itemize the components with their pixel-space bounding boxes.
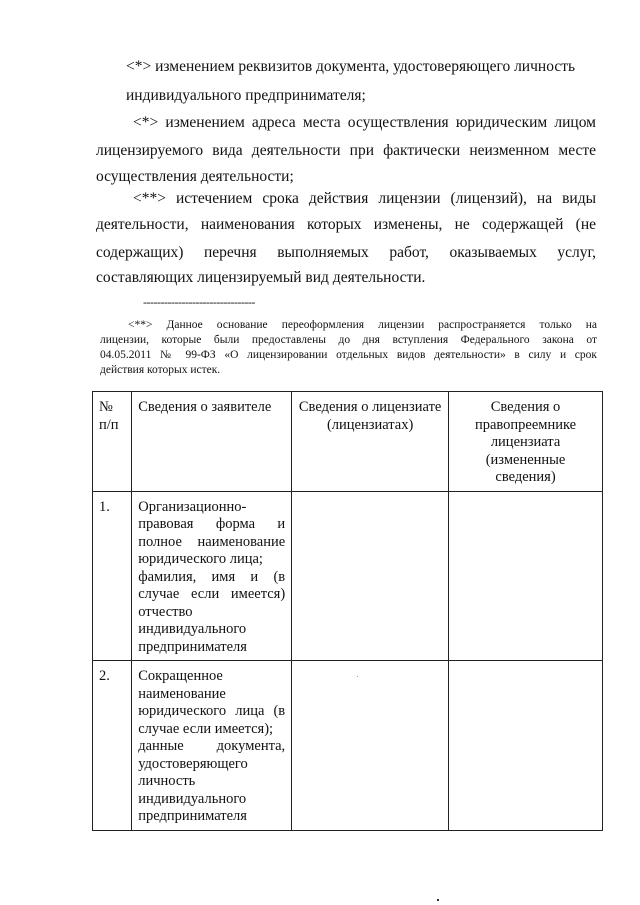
p1-line-2: индивидуального предпринимателя;	[126, 87, 366, 104]
p3-line-4: составляющих лицензируемый вид деятельности.	[96, 269, 426, 286]
p2-line-1: <*> изменением адреса места осуществления юридическим лицом	[133, 114, 596, 131]
row-line: индивидуального	[138, 621, 247, 637]
row-line: фамилия, имя и (в	[138, 568, 286, 585]
footnote-line-3: 04.05.2011 № 99-ФЗ «О лицензировании отдельных видов деятельности» в силу и срок	[100, 349, 597, 361]
header-num: № п/п	[93, 392, 132, 492]
row-line: юридического лица;	[138, 551, 263, 567]
row-applicant-info	[132, 661, 292, 831]
scan-speck	[437, 899, 439, 901]
row-line: Сокращенное	[138, 668, 223, 684]
row-line: личность	[138, 773, 196, 789]
row-line: правовая форма и	[138, 516, 286, 532]
p2-line-2: лицензируемого вида деятельности при фактически неизменном месте	[96, 142, 596, 159]
p3-line-3: содержащих) перечня выполняемых работ, оказываемых услуг,	[96, 244, 596, 261]
row-line: предпринимателя	[138, 638, 247, 655]
p3-line-1: <**> истечением срока действия лицензии (лицензий), на виды	[133, 190, 596, 207]
row-licensee-info	[292, 661, 449, 831]
p1-line-1: <*> изменением реквизитов документа, удостоверяющего личность	[126, 58, 576, 75]
header-licensee: Сведения о лицензиате (лицензиатах)	[292, 392, 449, 492]
row-line: Организационно-	[138, 498, 247, 515]
p2-line-3: осуществления деятельности;	[96, 168, 294, 185]
applicant-info-table	[92, 391, 603, 831]
row-num: 2.	[93, 661, 132, 831]
table-row	[93, 661, 603, 831]
row-line: предпринимателя	[138, 808, 247, 824]
row-line: случае если имеется);	[138, 720, 274, 737]
footnote-line-1: <**> Данное основание переоформления лицензии распространяется только на	[128, 319, 597, 331]
row-line: полное наименование	[138, 533, 286, 550]
row-successor-info	[449, 661, 603, 831]
header-applicant: Сведения о заявителе	[132, 392, 292, 492]
row-line: данные документа,	[138, 738, 286, 754]
scan-speck	[357, 676, 358, 677]
row-line: случае если имеется)	[138, 586, 286, 602]
row-line: отчество	[138, 603, 193, 620]
row-licensee-info	[292, 491, 449, 661]
row-line: наименование	[138, 685, 226, 702]
row-successor-info	[449, 491, 603, 661]
row-line: юридического лица (в	[138, 703, 286, 719]
row-line: индивидуального	[138, 790, 247, 807]
row-num: 1.	[93, 491, 132, 661]
row-line: удостоверяющего	[138, 755, 248, 772]
table-header-row	[93, 392, 603, 492]
row-applicant-info	[132, 491, 292, 661]
footnote-line-2: лицензии, которые были предоставлены до дня вступления Федерального закона от	[100, 334, 597, 346]
header-successor: Сведения о правопреемнике лицензиата (измененные сведения)	[449, 392, 603, 492]
footnote	[100, 318, 597, 378]
p3-line-2: деятельности, наименования которых изменены, не содержащей (не	[96, 216, 596, 233]
footnote-separator: --------------------------------	[143, 295, 255, 309]
table-row	[93, 491, 603, 661]
footnote-line-4: действия которых истек.	[100, 364, 221, 376]
